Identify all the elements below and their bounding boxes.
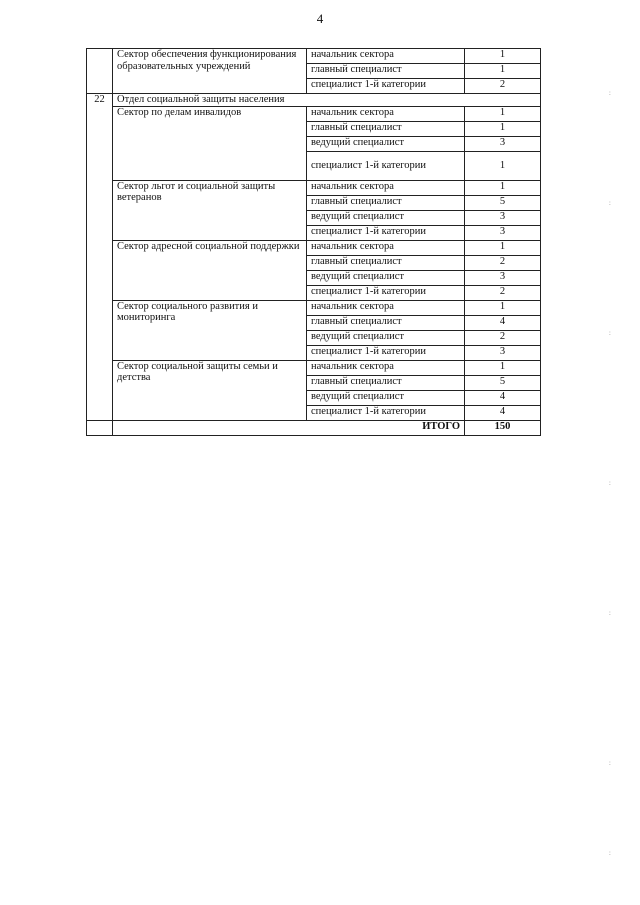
position-count: 3 [465, 136, 541, 151]
row-number-cell [87, 49, 113, 94]
position-count: 1 [465, 121, 541, 136]
sector-name: Сектор социального развития и мониторинга [113, 300, 307, 360]
sector-name: Сектор адресной социальной поддержки [113, 240, 307, 300]
position-count: 3 [465, 270, 541, 285]
position-count: 5 [465, 195, 541, 210]
staffing-table [86, 48, 541, 436]
position-count: 4 [465, 315, 541, 330]
department-header-row [87, 94, 541, 107]
position-count: 4 [465, 390, 541, 405]
position-count: 1 [465, 106, 541, 121]
sector-name: Сектор обеспечения функционирования образовательных учреждений [113, 49, 307, 94]
department-title: Отдел социальной защиты населения [113, 94, 541, 107]
table-row [87, 360, 541, 375]
sector-name: Сектор по делам инвалидов [113, 106, 307, 180]
position-title: специалист 1-й категории [307, 405, 465, 420]
position-title: специалист 1-й категории [307, 79, 465, 94]
position-count: 1 [465, 300, 541, 315]
position-count: 1 [465, 49, 541, 64]
position-title: начальник сектора [307, 106, 465, 121]
position-title: ведущий специалист [307, 330, 465, 345]
table-row [87, 180, 541, 195]
position-title: главный специалист [307, 64, 465, 79]
total-row [87, 420, 541, 435]
position-count: 5 [465, 375, 541, 390]
scan-artifact: : [607, 89, 612, 97]
empty-cell [87, 420, 113, 435]
position-title: ведущий специалист [307, 136, 465, 151]
position-title: ведущий специалист [307, 270, 465, 285]
table-row [87, 240, 541, 255]
position-title: начальник сектора [307, 360, 465, 375]
scan-artifact: : [607, 849, 612, 857]
position-count: 1 [465, 64, 541, 79]
scan-artifact: : [607, 329, 612, 337]
position-count: 2 [465, 330, 541, 345]
scan-artifact: : [607, 199, 612, 207]
position-title: начальник сектора [307, 240, 465, 255]
position-title: специалист 1-й категории [307, 285, 465, 300]
position-count: 1 [465, 151, 541, 180]
scan-artifact: : [607, 479, 612, 487]
position-title: ведущий специалист [307, 210, 465, 225]
position-title: главный специалист [307, 121, 465, 136]
position-count: 1 [465, 180, 541, 195]
position-count: 3 [465, 210, 541, 225]
position-title: специалист 1-й категории [307, 151, 465, 180]
position-title: главный специалист [307, 375, 465, 390]
position-count: 2 [465, 255, 541, 270]
position-count: 4 [465, 405, 541, 420]
position-count: 1 [465, 240, 541, 255]
department-number: 22 [87, 94, 113, 421]
position-title: главный специалист [307, 195, 465, 210]
position-title: начальник сектора [307, 49, 465, 64]
position-title: ведущий специалист [307, 390, 465, 405]
position-count: 2 [465, 79, 541, 94]
position-title: начальник сектора [307, 180, 465, 195]
scan-artifact: : [607, 609, 612, 617]
position-count: 3 [465, 225, 541, 240]
position-count: 3 [465, 345, 541, 360]
table-row [87, 106, 541, 121]
sector-name: Сектор социальной защиты семьи и детства [113, 360, 307, 420]
total-value: 150 [465, 420, 541, 435]
sector-name: Сектор льгот и социальной защиты ветеранов [113, 180, 307, 240]
scan-artifact: : [607, 759, 612, 767]
table-row [87, 49, 541, 64]
page-number: 4 [316, 11, 324, 26]
total-label: ИТОГО [113, 420, 465, 435]
position-title: специалист 1-й категории [307, 345, 465, 360]
position-title: специалист 1-й категории [307, 225, 465, 240]
position-count: 1 [465, 360, 541, 375]
position-count: 2 [465, 285, 541, 300]
table-row [87, 300, 541, 315]
position-title: начальник сектора [307, 300, 465, 315]
position-title: главный специалист [307, 315, 465, 330]
position-title: главный специалист [307, 255, 465, 270]
